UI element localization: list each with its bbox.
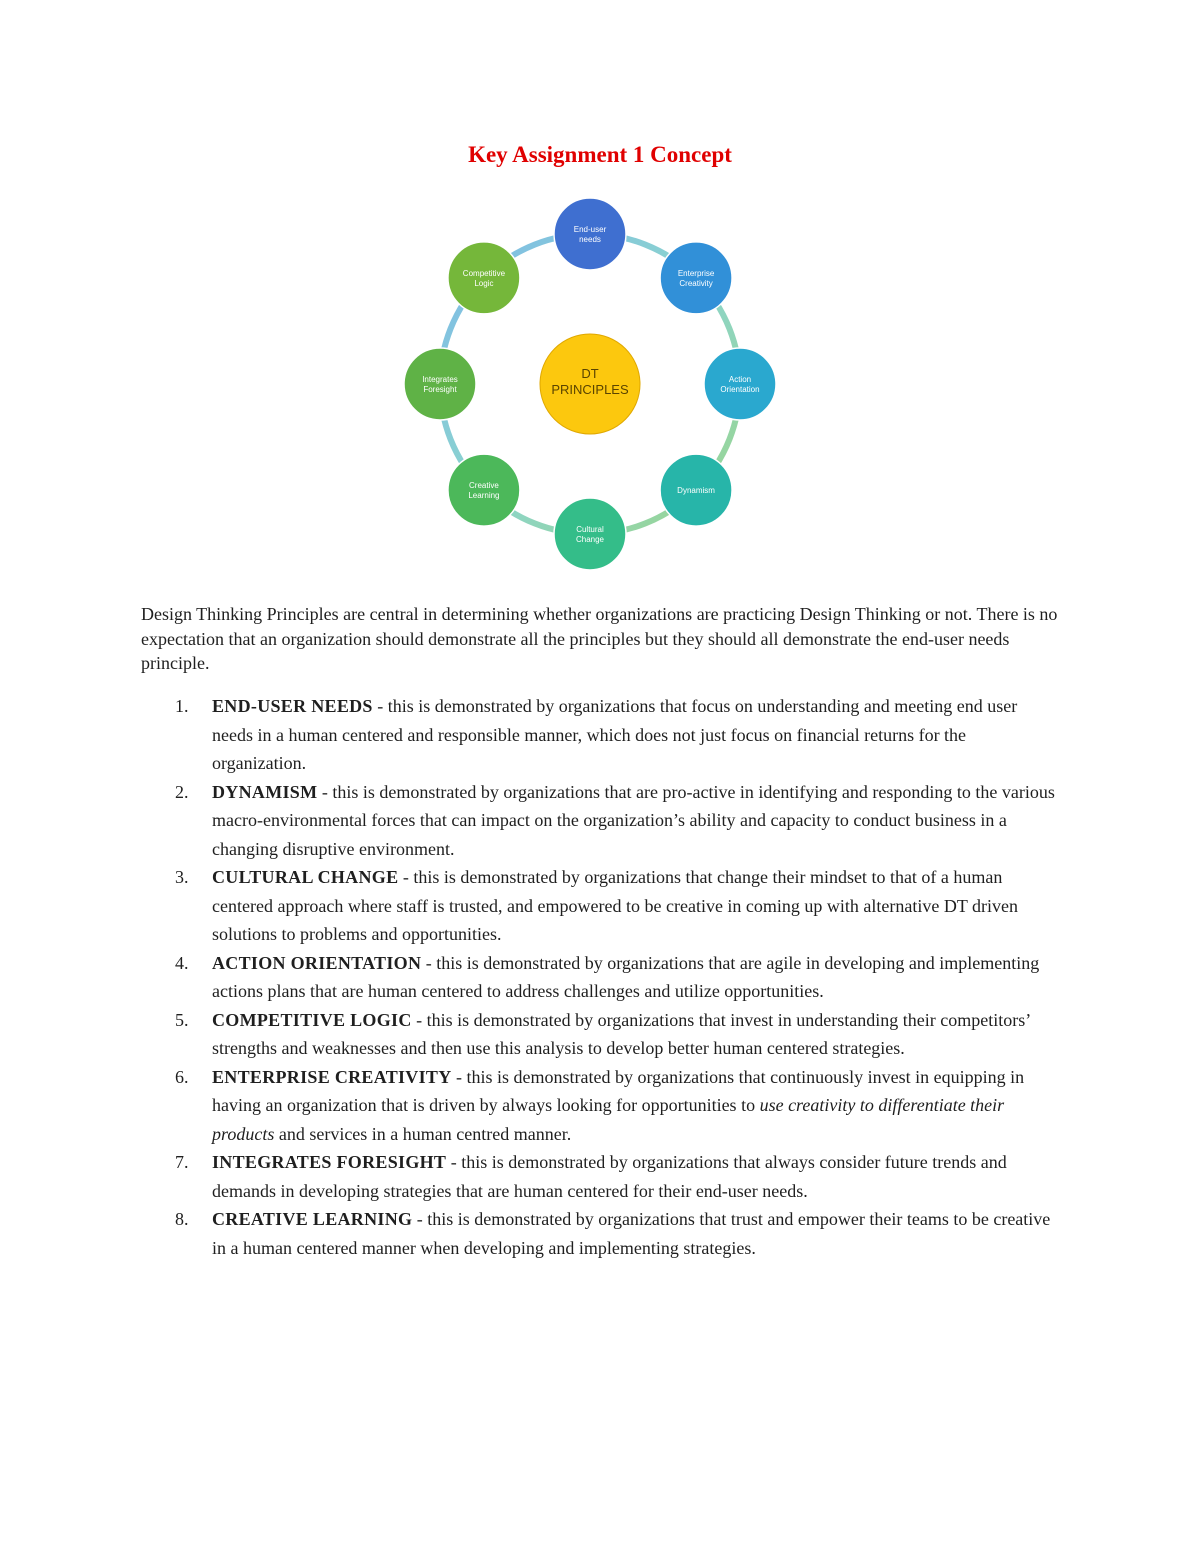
- item-text: - this is demonstrated by organizations that are agile in developing and implementing actions plans that are human centered to address challenges and utilize opportunities.: [212, 952, 1040, 1001]
- principle-node-label: Action: [728, 375, 752, 384]
- item-number: 6.: [175, 1066, 189, 1087]
- center-label-line1: DT: [581, 366, 599, 381]
- item-italic-text: use creativity to differentiate their products: [212, 1095, 1005, 1144]
- principle-node-circle: [554, 198, 626, 270]
- principle-node-label: needs: [579, 235, 601, 244]
- principle-node: [448, 242, 520, 314]
- principle-node: [554, 498, 626, 570]
- item-term: CREATIVE LEARNING: [212, 1209, 413, 1229]
- item-number: 1.: [175, 696, 189, 716]
- principle-node-label: Dynamism: [677, 486, 715, 496]
- item-number: 2.: [175, 781, 189, 802]
- list-item: [141, 1148, 1061, 1205]
- principle-node-label: Creativity: [679, 278, 713, 288]
- principle-node-label: Cultural: [576, 525, 604, 534]
- intro-paragraph: Design Thinking Principles are central in determining whether organizations are practicing Design Thinking or not. There is no expectation that an organization should demonstrate all the principles but they should all demonstrate the end-user needs principle.: [141, 604, 1058, 673]
- item-number: 7.: [175, 1152, 189, 1172]
- principle-node-label: Enterprise: [677, 268, 715, 278]
- item-term: END-USER NEEDS: [212, 696, 373, 716]
- principle-node-label: Learning: [468, 491, 500, 501]
- item-number: 3.: [175, 867, 189, 887]
- principle-node: [660, 242, 732, 314]
- item-number: 5.: [175, 1009, 189, 1030]
- list-item: [141, 778, 1061, 864]
- principle-node: [554, 198, 626, 270]
- principle-node-label: End-user: [573, 225, 607, 234]
- item-term: DYNAMISM: [212, 781, 318, 802]
- dt-principles-diagram: [390, 188, 790, 578]
- item-number: 8.: [175, 1209, 189, 1229]
- list-item: [141, 1205, 1061, 1262]
- list-item: [141, 863, 1061, 949]
- principle-node: [704, 348, 776, 420]
- item-text: - this is demonstrated by organizations that are pro-active in identifying and responding to the various macro-environmental forces that can impact on the organization’s ability and capacity to conduct business in a changing disruptive environment.: [212, 781, 1055, 859]
- item-text: - this is demonstrated by organizations that always consider future trends and demands in developing strategies that are human centered for their end-user needs.: [212, 1152, 1007, 1201]
- principle-node-circle: [554, 498, 626, 570]
- list-item: [141, 949, 1061, 1006]
- item-term: COMPETITIVE LOGIC: [212, 1009, 412, 1030]
- item-term: ENTERPRISE CREATIVITY: [212, 1066, 452, 1087]
- list-item: [141, 1006, 1061, 1063]
- principle-node-circle: [404, 348, 476, 420]
- principle-node-label: Orientation: [720, 385, 760, 394]
- principle-node-label: Competitive: [462, 268, 506, 278]
- principle-node: [448, 454, 520, 526]
- principle-node: [660, 454, 732, 526]
- item-term: CULTURAL CHANGE: [212, 867, 399, 887]
- principles-list: [141, 692, 1061, 1262]
- center-label-line2: PRINCIPLES: [551, 382, 629, 397]
- principle-node-circle: [704, 348, 776, 420]
- item-term: INTEGRATES FORESIGHT: [212, 1152, 447, 1172]
- page-title: Key Assignment 1 Concept: [468, 142, 732, 167]
- item-number: 4.: [175, 952, 189, 973]
- principle-node-label: Foresight: [423, 385, 457, 394]
- principle-node: [404, 348, 476, 420]
- principle-node-label: Logic: [474, 278, 494, 288]
- item-text: - this is demonstrated by organizations that change their mindset to that of a human centered approach where staff is trusted, and empowered to be creative in coming up with alternative DT driven solutions to problems and opportunities.: [212, 867, 1019, 944]
- principle-node-label: Integrates: [422, 375, 458, 384]
- list-item: [141, 1063, 1061, 1149]
- item-text-after: and services in a human centred manner.: [274, 1123, 572, 1144]
- item-text: - this is demonstrated by organizations that focus on understanding and meeting end user needs in a human centered and responsible manner, which does not just focus on financial returns for the organization.: [212, 696, 1018, 773]
- item-term: ACTION ORIENTATION: [212, 952, 422, 973]
- principle-node-label: Creative: [469, 481, 499, 491]
- principle-node-label: Change: [575, 535, 605, 544]
- item-text: - this is demonstrated by organizations that continuously invest in equipping in having an organization that is driven by always looking for opportunities to: [212, 1066, 1025, 1115]
- item-text: - this is demonstrated by organizations that trust and empower their teams to be creative in a human centered manner when developing and implementing strategies.: [212, 1209, 1051, 1258]
- center-node: [540, 334, 640, 434]
- list-item: [141, 692, 1061, 778]
- item-text: - this is demonstrated by organizations that invest in understanding their competitors’ strengths and weaknesses and then use this analysis to develop better human centered strategies.: [212, 1009, 1030, 1058]
